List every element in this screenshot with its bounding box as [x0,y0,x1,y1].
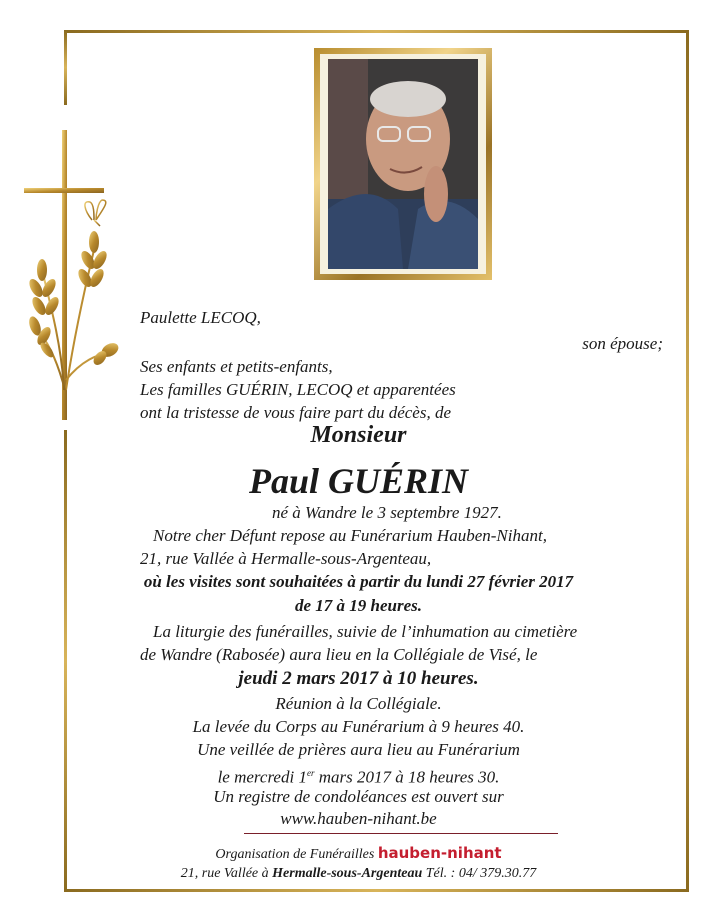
spouse-name: Paulette LECOQ, [140,308,261,327]
portrait-photo [328,59,478,269]
portrait-frame [314,48,492,280]
footer-separator [244,833,558,834]
visits-line-2: de 17 à 19 heures. [294,596,423,615]
meeting-line: Réunion à la Collégiale. [275,694,442,713]
liturgy-line-2: de Wandre (Rabosée) aura lieu en la Collégiale de Visé, le [140,645,538,664]
register-line: Un registre de condoléances est ouvert sur [213,787,504,806]
brand-logo: hauben-nihant [377,844,502,862]
sorrow-line: ont la tristesse de vous faire part du décès, de [140,403,451,422]
levee-line: La levée du Corps au Funérarium à 9 heures 40. [192,717,525,736]
rest-line-2: 21, rue Vallée à Hermalle-sous-Argenteau, [140,549,432,568]
vigil-line-2: le mercredi 1er mars 2017 à 18 heures 30. [217,767,500,787]
frame-top-border [64,30,689,33]
liturgy-line-1: La liturgie des funérailles, suivie de l’inhumation au cimetière [153,622,578,641]
families-line: Les familles GUÉRIN, LECOQ et apparentées [140,380,456,399]
footer-address: 21, rue Vallée à Hermalle-sous-Argenteau Tél. : 04/ 379.30.77 [180,866,537,881]
frame-left-border-upper [64,30,67,105]
rest-line-1: Notre cher Défunt repose au Funérarium Hauben-Nihant, [153,526,547,545]
visits-line-1: où les visites sont souhaitées à partir du lundi 27 février 2017 [143,572,574,591]
cross-wheat-icon [22,130,132,420]
honorific-title: Monsieur [310,422,407,448]
frame-bottom-border [64,889,689,892]
vigil-line-1: Une veillée de prières aura lieu au Funérarium [197,740,520,759]
deceased-name: Paul GUÉRIN [248,461,469,501]
spouse-role: son épouse; [582,334,663,353]
footer-organisation: Organisation de Funérailles hauben-nihant [215,844,502,862]
birth-line: né à Wandre le 3 septembre 1927. [272,503,502,522]
website-link[interactable]: www.hauben-nihant.be [280,809,437,828]
children-line: Ses enfants et petits-enfants, [140,357,333,376]
funeral-date: jeudi 2 mars 2017 à 10 heures. [238,668,479,689]
